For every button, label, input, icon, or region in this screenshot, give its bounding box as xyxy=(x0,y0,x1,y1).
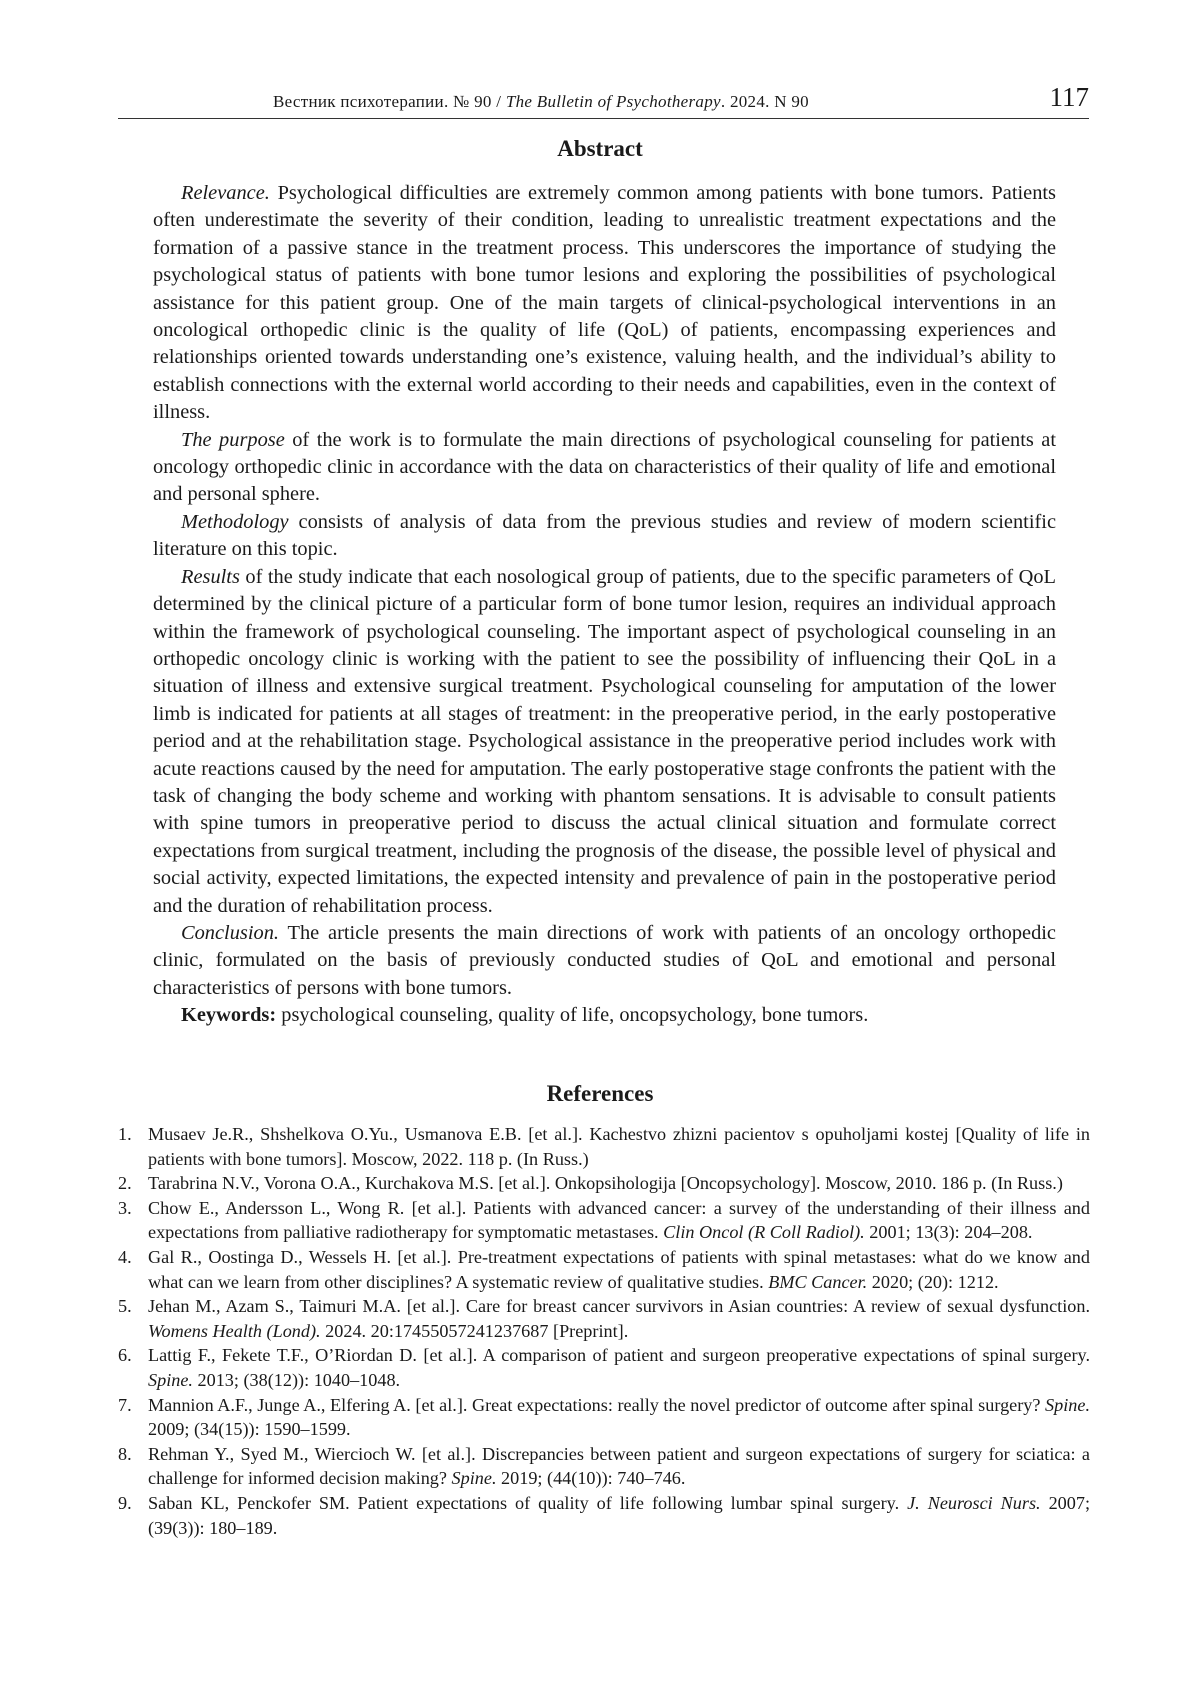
reference-item xyxy=(118,1245,1090,1294)
conclusion-paragraph xyxy=(153,920,1056,1002)
reference-details: 2019; (44(10)): 740–746. xyxy=(496,1468,686,1489)
journal-title xyxy=(273,92,809,112)
reference-details: 2009; (34(15)): 1590–1599. xyxy=(148,1419,351,1440)
reference-list xyxy=(118,1122,1090,1540)
reference-details: 2013; (38(12)): 1040–1048. xyxy=(192,1369,401,1390)
methodology-paragraph xyxy=(153,509,1056,564)
reference-details: 2001; 13(3): 204–208. xyxy=(864,1222,1033,1243)
journal-title-en-tail: . 2024. N 90 xyxy=(720,92,809,111)
journal-title-en: The Bulletin of Psychotherapy xyxy=(505,92,721,111)
reference-journal: J. Neurosci Nurs. xyxy=(907,1492,1041,1513)
reference-details: 2020; (20): 1212. xyxy=(867,1271,999,1292)
reference-item xyxy=(118,1343,1090,1392)
keywords-label: Keywords: xyxy=(181,1004,277,1027)
reference-item xyxy=(118,1122,1090,1171)
results-label: Results xyxy=(181,565,240,588)
references-heading: References xyxy=(546,1081,654,1106)
reference-journal: Spine. xyxy=(148,1369,193,1390)
reference-item xyxy=(118,1171,1090,1196)
reference-text: Tarabrina N.V., Vorona O.A., Kurchakova M.S. [et al.]. Onkopsihologija [Oncopsychology]. Moscow, 2010. 186 p. (In Russ.) xyxy=(148,1173,1063,1194)
reference-number: 3. xyxy=(118,1197,132,1218)
relevance-label: Relevance. xyxy=(181,182,270,204)
methodology-text: consists of analysis of data from the previous studies and review of modern scientific literature on this topic. xyxy=(153,510,1056,561)
header-separator: / xyxy=(491,92,506,111)
reference-journal: BMC Cancer. xyxy=(768,1271,868,1292)
abstract-heading: Abstract xyxy=(557,136,643,161)
reference-text: Chow E., Andersson L., Wong R. [et al.]. Patients with advanced cancer: a survey of the understanding of their illness and expectations from palliative radiotherapy for symptomatic metastases. xyxy=(148,1197,1090,1243)
results-text: of the study indicate that each nosological group of patients, due to the specific parameters of QoL determined by the clinical picture of a particular form of bone tumor lesion, requires an individual approach within the framework of psychological counseling. The important aspect of psychological counseling in an orthopedic oncology clinic is working with the patient to see the possibility of influencing their QoL in a situation of illness and extensive surgical treatment. Psychological counseling for amputation of the lower limb is indicated for patients at all stages of treatment: in the preoperative period, in the early postoperative period and at the rehabilitation stage. Psychological assistance in the preoperative period includes work with acute reactions caused by the need for amputation. The early postoperative stage confronts the patient with the task of changing the body scheme and working with phantom sensations. It is advisable to consult patients with spine tumors in preoperative period to discuss the actual clinical situation and formulate correct expectations from surgical treatment, including the prognosis of the disease, the possible level of physical and social activity, expected limitations, the expected intensity and prevalence of pain in the postoperative period and the duration of rehabilitation process. xyxy=(153,565,1056,917)
reference-number: 5. xyxy=(118,1296,132,1317)
purpose-text: of the work is to formulate the main directions of psychological counseling for patients at oncology orthopedic clinic in accordance with the data on characteristics of their quality of life and emotional and personal sphere. xyxy=(153,428,1056,506)
reference-number: 1. xyxy=(118,1124,132,1144)
methodology-label: Methodology xyxy=(181,510,289,533)
keywords-paragraph xyxy=(153,1002,1056,1029)
keywords-text: psychological counseling, quality of life, oncopsychology, bone tumors. xyxy=(276,1004,869,1027)
purpose-paragraph xyxy=(153,427,1056,509)
relevance-text: Psychological difficulties are extremely common among patients with bone tumors. Patients often underestimate the severity of their condition, leading to unrealistic treatment expectations and the formation of a passive stance in the treatment process. This underscores the importance of studying the psychological status of patients with bone tumor lesions and exploring the possibilities of psychological assistance for this patient group. One of the main targets of clinical-psychological interventions in an oncological orthopedic clinic is the quality of life (QoL) of patients, encompassing experiences and relationships oriented towards understanding one’s existence, valuing health, and the individual’s ability to establish connections with the external world according to their needs and capabilities, even in the context of illness. xyxy=(153,182,1056,424)
page-number: 117 xyxy=(1049,82,1089,112)
reference-number: 7. xyxy=(118,1394,132,1415)
reference-text: Saban KL, Penckofer SM. Patient expectations of quality of life following lumbar spinal surgery. xyxy=(148,1492,908,1513)
reference-journal: Spine. xyxy=(451,1468,497,1489)
conclusion-text: The article presents the main directions of work with patients of an oncology orthopedic clinic, formulated on the basis of previously conducted studies of QoL and emotional and personal characteristics of persons with bone tumors. xyxy=(153,921,1056,999)
results-paragraph xyxy=(153,564,1056,920)
journal-title-ru: Вестник психотерапии. № 90 xyxy=(273,92,492,111)
reference-item xyxy=(118,1196,1090,1245)
reference-text: Rehman Y., Syed M., Wiercioch W. [et al.]. Discrepancies between patient and surgeon expectations of surgery for sciatica: a challenge for informed decision making? xyxy=(148,1443,1090,1489)
running-header xyxy=(118,78,1089,119)
reference-item xyxy=(118,1393,1090,1442)
abstract-body xyxy=(153,180,1056,1030)
conclusion-label: Conclusion. xyxy=(181,921,279,944)
relevance-paragraph xyxy=(153,180,1056,427)
reference-text: Lattig F., Fekete T.F., O’Riordan D. [et al.]. A comparison of patient and surgeon preoperative expectations of spinal surgery. xyxy=(148,1345,1090,1366)
reference-text: Jehan M., Azam S., Taimuri M.A. [et al.]. Care for breast cancer survivors in Asian countries: A review of sexual dysfunction. xyxy=(148,1296,1090,1317)
reference-text: Gal R., Oostinga D., Wessels H. [et al.]. Pre-treatment expectations of patients with spinal metastases: what do we know and what can we learn from other disciplines? A systematic review of qualitative studies. xyxy=(148,1246,1090,1292)
reference-journal: Womens Health (Lond). xyxy=(148,1320,321,1341)
reference-number: 4. xyxy=(118,1246,132,1267)
reference-number: 9. xyxy=(118,1492,132,1513)
reference-text: Musaev Je.R., Shshelkova O.Yu., Usmanova E.B. [et al.]. Kachestvo zhizni pacientov s opuholjami kostej [Quality of life in patients with bone tumors]. Moscow, 2022. 118 p. (In Russ.) xyxy=(148,1124,1090,1169)
reference-item xyxy=(118,1491,1090,1540)
reference-item xyxy=(118,1294,1090,1343)
reference-text: Mannion A.F., Junge A., Elfering A. [et al.]. Great expectations: really the novel predictor of outcome after spinal surgery? xyxy=(148,1394,1046,1415)
reference-number: 6. xyxy=(118,1345,132,1366)
purpose-label: The purpose xyxy=(181,428,285,451)
reference-details: 2024. 20:17455057241237687 [Preprint]. xyxy=(320,1320,629,1341)
reference-item xyxy=(118,1442,1090,1491)
reference-number: 8. xyxy=(118,1443,132,1464)
reference-journal: Spine. xyxy=(1045,1394,1090,1415)
reference-journal: Clin Oncol (R Coll Radiol). xyxy=(663,1222,865,1243)
reference-details: 2007; (39(3)): 180–189. xyxy=(148,1492,1090,1538)
reference-number: 2. xyxy=(118,1173,132,1194)
